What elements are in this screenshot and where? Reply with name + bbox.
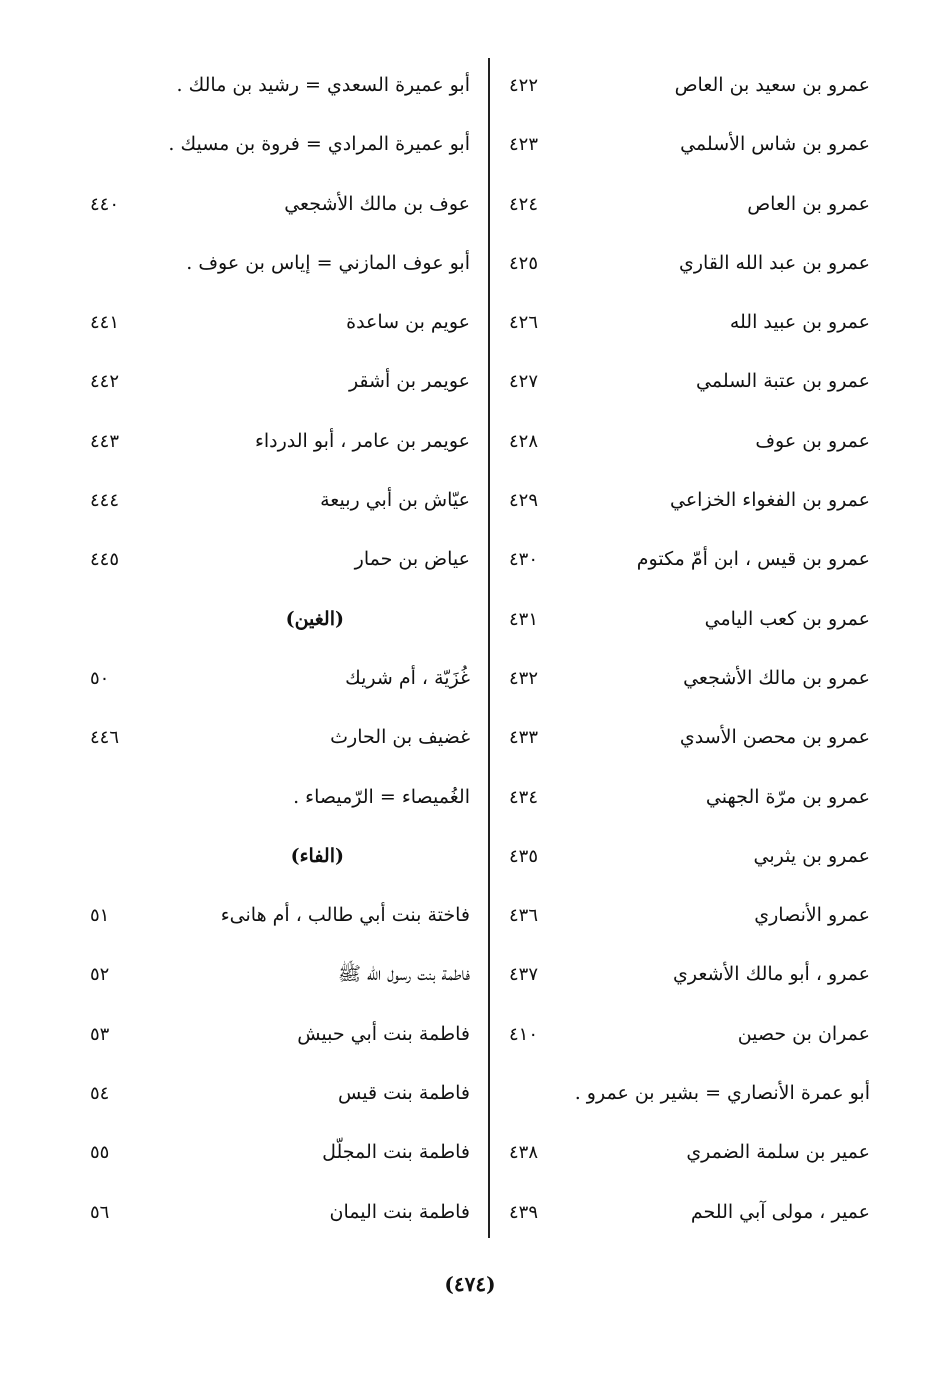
entry-number: ٤٣٥: [508, 845, 538, 867]
entry-number: ٤٣٣: [508, 727, 538, 749]
index-entry: [492, 175, 882, 234]
entry-name: عويمر بن أشقر: [348, 370, 470, 393]
index-entry: [90, 1123, 484, 1182]
index-entry: [492, 590, 882, 649]
entry-number: ٤٣٨: [508, 1142, 538, 1164]
index-entry: [492, 293, 882, 352]
left-column: [90, 56, 484, 1242]
index-entry: [492, 1064, 882, 1123]
index-entry: [492, 945, 882, 1004]
index-entry: [90, 234, 484, 293]
index-entry: [492, 56, 882, 115]
entry-number: ٤٢٥: [508, 252, 538, 274]
index-entry: [492, 708, 882, 767]
entry-name: غضيف بن الحارث: [330, 726, 470, 749]
entry-number: ٤٣١: [508, 608, 538, 630]
entry-name: عمرو بن عبيد الله: [729, 311, 870, 334]
index-entry: [90, 1183, 484, 1242]
entry-name: أبو عوف المازني = إياس بن عوف .: [186, 251, 470, 274]
entry-number: ٥٣: [90, 1023, 110, 1045]
entry-number: ٥٥: [90, 1142, 110, 1164]
index-entry: [492, 1183, 882, 1242]
entry-name: أبو عميرة المرادي = فروة بن مسيك .: [168, 133, 470, 156]
entry-number: ٤٣٧: [508, 964, 538, 986]
index-entry: [90, 471, 484, 530]
entry-number: ٤٣٠: [508, 549, 538, 571]
entry-number: ٤٢٤: [508, 193, 538, 215]
entry-name: عمرو بن سعيد بن العاص: [674, 74, 870, 96]
index-entry: [492, 115, 882, 174]
entry-number: ٤٢٦: [508, 312, 538, 334]
entry-name: عمرو بن قيس ، ابن أمّ مكتوم: [636, 548, 870, 571]
index-entry: [90, 1005, 484, 1064]
entry-name: عمرو بن عوف: [755, 429, 870, 452]
section-heading-faa: [90, 827, 484, 886]
index-entry: [492, 827, 882, 886]
entry-name: عمرو بن شاس الأسلمي: [680, 133, 870, 156]
entry-number: ٤٤٢: [90, 371, 120, 393]
entry-name: عمرو بن العاص: [747, 192, 870, 215]
index-entry: [492, 649, 882, 708]
entry-number: ٥٦: [90, 1201, 110, 1223]
entry-number: ٤٣٤: [508, 786, 538, 808]
index-entry: [90, 649, 484, 708]
page-number: (٤٧٤): [444, 1272, 496, 1296]
index-entry: [90, 530, 484, 589]
entry-name: فاطمة بنت أبي حبيش: [297, 1022, 470, 1045]
entry-name: عمرو بن محصن الأسدي: [679, 726, 870, 749]
index-entry: [90, 56, 484, 115]
entry-number: ٤٢٩: [508, 490, 538, 512]
index-entry: [90, 352, 484, 411]
entry-name: عمير بن سلمة الضمري: [686, 1141, 870, 1164]
entry-number: ٤٤١: [90, 312, 120, 334]
index-entry: [90, 115, 484, 174]
index-entry: [90, 768, 484, 827]
index-entry: [90, 412, 484, 471]
entry-number: ٤٢٣: [508, 134, 538, 156]
entry-name: عمرو بن كعب اليامي: [704, 607, 870, 630]
entry-name: عيّاش بن أبي ربيعة: [320, 489, 470, 512]
entry-number: ٤٣٦: [508, 905, 538, 927]
index-entry: [90, 1064, 484, 1123]
right-column: [492, 56, 882, 1242]
entry-number: ٤٤٦: [90, 727, 120, 749]
index-entry: [90, 945, 484, 1004]
entry-number: ٥١: [90, 905, 110, 927]
entry-name: عويمر بن عامر ، أبو الدرداء: [254, 429, 470, 452]
index-entry: [492, 768, 882, 827]
entry-name: عمرو بن عبد الله القاري: [679, 251, 870, 274]
entry-number: ٤٣٩: [508, 1201, 538, 1223]
entry-name: عمرو ، أبو مالك الأشعري: [673, 963, 870, 986]
entry-number: ٥٢: [90, 964, 110, 986]
entry-name: عمرو بن يثربي: [753, 844, 870, 867]
index-entry: [492, 530, 882, 589]
entry-name: عويم بن ساعدة: [346, 311, 470, 334]
entry-number: ٤٤٥: [90, 549, 120, 571]
index-entry: [492, 412, 882, 471]
entry-name: عمرو بن مرّة الجهني: [705, 785, 870, 808]
entry-name: فاطمة بنت قيس: [338, 1082, 470, 1105]
entry-name: فاختة بنت أبي طالب ، أم هانىء: [220, 904, 470, 927]
index-entry: [492, 886, 882, 945]
entry-name: عمرو بن مالك الأشجعي: [683, 666, 870, 689]
entry-name: فاطمة بنت اليمان: [329, 1200, 470, 1223]
entry-number: ٤٤٤: [90, 490, 120, 512]
index-entry: [492, 1123, 882, 1182]
entry-name: غُزَيّة ، أم شريك: [345, 666, 470, 689]
entry-number: ٤١٠: [508, 1023, 538, 1045]
entry-name: الغُميصاء = الرّميصاء .: [293, 785, 470, 808]
entry-name: عمرو بن عتبة السلمي: [696, 370, 870, 393]
entry-number: ٤٣٢: [508, 667, 538, 689]
entry-name: أبو عميرة السعدي = رشيد بن مالك .: [176, 74, 470, 96]
entry-number: ٤٤٠: [90, 193, 120, 215]
entry-number: ٥٠: [90, 667, 110, 689]
index-entry: [90, 293, 484, 352]
entry-name: أبو عمرة الأنصاري = بشير بن عمرو .: [574, 1082, 870, 1105]
column-divider: [488, 58, 490, 1238]
index-entry: [90, 175, 484, 234]
index-entry: [492, 1005, 882, 1064]
index-entry: [90, 708, 484, 767]
section-heading-ghain: [90, 590, 484, 649]
index-entry: [492, 471, 882, 530]
entry-name: عمرو الأنصاري: [754, 904, 870, 927]
index-entry: [492, 234, 882, 293]
entry-name: عوف بن مالك الأشجعي: [284, 192, 470, 215]
entry-name: عمران بن حصين: [737, 1022, 870, 1045]
entry-name: عمير ، مولى آبي اللحم: [690, 1200, 870, 1223]
entry-name: فاطمة بنت رسول الله ﷺ: [337, 963, 470, 986]
index-entry: [90, 886, 484, 945]
entry-number: ٥٤: [90, 1083, 110, 1105]
index-entry: [492, 352, 882, 411]
section-heading-label: (الغين): [285, 607, 344, 630]
entry-name: عياض بن حمار: [354, 548, 470, 571]
section-heading-label: (الفاء): [290, 844, 344, 867]
entry-name: فاطمة بنت المجلّل: [322, 1141, 470, 1164]
entry-number: ٤٢٧: [508, 371, 538, 393]
entry-name: عمرو بن الفغواء الخزاعي: [670, 489, 870, 512]
entry-number: ٤٤٣: [90, 430, 120, 452]
entry-number: ٤٢٨: [508, 430, 538, 452]
entry-number: ٤٢٢: [508, 75, 538, 96]
